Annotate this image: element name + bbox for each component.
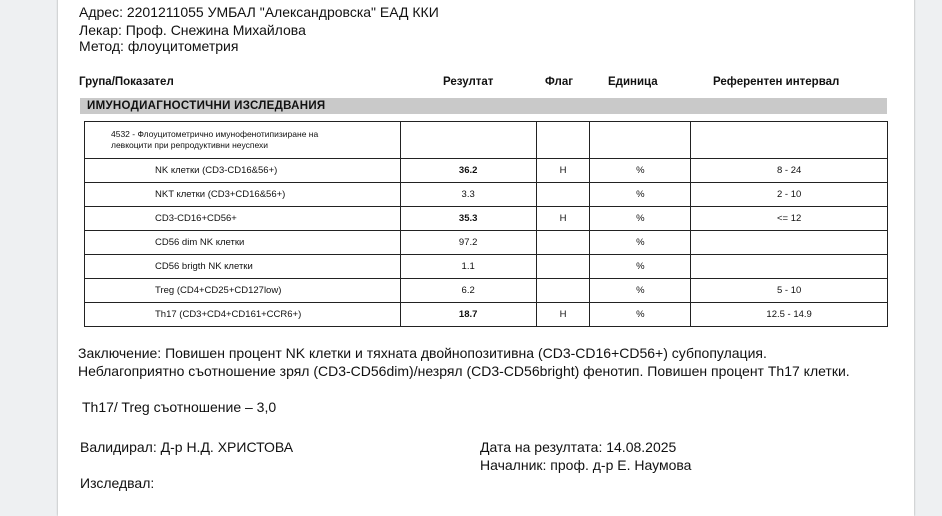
conclusion-line1: Заключение: Повишен процент NK клетки и тяхната двойнопозитивна (CD3-CD16+CD56+) субпопулация. (78, 345, 767, 361)
row-unit-cell: % (590, 159, 691, 183)
row-result-cell: 18.7 (400, 303, 536, 327)
conclusion-line2: Неблагоприятно съотношение зрял (CD3-CD56dim)/незрял (CD3-CD56bright) фенотип. Повишен процент Th17 клетки. (78, 363, 850, 379)
address-line: Адрес: 2201211055 УМБАЛ "Александровска" ЕАД ККИ (79, 4, 439, 20)
test-header-line1: 4532 - Флоуцитометрично имунофенотипизиране на (111, 129, 319, 139)
row-name-cell: Th17 (CD3+CD4+CD161+CCR6+) (85, 303, 401, 327)
test-header-row (85, 122, 888, 159)
table-row (85, 159, 888, 183)
test-header-cell (85, 122, 401, 159)
col-header-reference: Референтен интервал (713, 76, 840, 88)
col-header-unit: Единица (608, 76, 658, 88)
method-line: Метод: флоуцитометрия (79, 38, 239, 54)
section-band: ИМУНОДИАГНОСТИЧНИ ИЗСЛЕДВАНИЯ (80, 98, 887, 114)
row-reference-cell: 8 - 24 (691, 159, 888, 183)
row-unit-cell: % (590, 303, 691, 327)
table-row (85, 231, 888, 255)
chief-line: Началник: проф. д-р Е. Наумова (480, 457, 692, 473)
table-row (85, 183, 888, 207)
row-reference-cell: <= 12 (691, 207, 888, 231)
row-result-cell: 36.2 (400, 159, 536, 183)
empty-cell (691, 122, 888, 159)
report-page (58, 0, 914, 516)
table-row (85, 207, 888, 231)
doctor-line: Лекар: Проф. Снежина Михайлова (79, 22, 306, 38)
row-unit-cell: % (590, 207, 691, 231)
row-name-cell: CD3-CD16+CD56+ (85, 207, 401, 231)
row-name-cell: NKT клетки (CD3+CD16&56+) (85, 183, 401, 207)
empty-cell (400, 122, 536, 159)
row-result-cell: 6.2 (400, 279, 536, 303)
table-row (85, 279, 888, 303)
row-flag-cell (536, 279, 590, 303)
row-unit-cell: % (590, 279, 691, 303)
row-result-cell: 1.1 (400, 255, 536, 279)
row-flag-cell: H (536, 207, 590, 231)
examined-by: Изследвал: (80, 475, 155, 491)
row-unit-cell: % (590, 231, 691, 255)
row-result-cell: 3.3 (400, 183, 536, 207)
col-header-result: Резултат (443, 76, 494, 88)
col-header-flag: Флаг (545, 76, 574, 88)
row-flag-cell: H (536, 303, 590, 327)
row-flag-cell: H (536, 159, 590, 183)
row-unit-cell: % (590, 183, 691, 207)
empty-cell (536, 122, 590, 159)
row-unit-cell: % (590, 255, 691, 279)
table-row (85, 255, 888, 279)
empty-cell (590, 122, 691, 159)
validated-by: Валидирал: Д-р Н.Д. ХРИСТОВА (80, 439, 294, 455)
result-date: Дата на резултата: 14.08.2025 (480, 439, 677, 455)
row-result-cell: 35.3 (400, 207, 536, 231)
row-flag-cell (536, 183, 590, 207)
row-name-cell: NK клетки (CD3-CD16&56+) (85, 159, 401, 183)
row-name-cell: Treg (CD4+CD25+CD127low) (85, 279, 401, 303)
results-table (84, 121, 888, 327)
row-reference-cell (691, 255, 888, 279)
row-flag-cell (536, 231, 590, 255)
table-row (85, 303, 888, 327)
row-reference-cell (691, 231, 888, 255)
row-flag-cell (536, 255, 590, 279)
row-name-cell: CD56 dim NK клетки (85, 231, 401, 255)
row-reference-cell: 12.5 - 14.9 (691, 303, 888, 327)
row-reference-cell: 5 - 10 (691, 279, 888, 303)
row-result-cell: 97.2 (400, 231, 536, 255)
ratio-line: Th17/ Treg съотношение – 3,0 (82, 399, 277, 415)
row-reference-cell: 2 - 10 (691, 183, 888, 207)
col-header-group: Група/Показател (79, 76, 174, 88)
row-name-cell: CD56 brigth NK клетки (85, 255, 401, 279)
test-header-line2: левкоцити при репродуктивни неуспехи (111, 140, 268, 150)
